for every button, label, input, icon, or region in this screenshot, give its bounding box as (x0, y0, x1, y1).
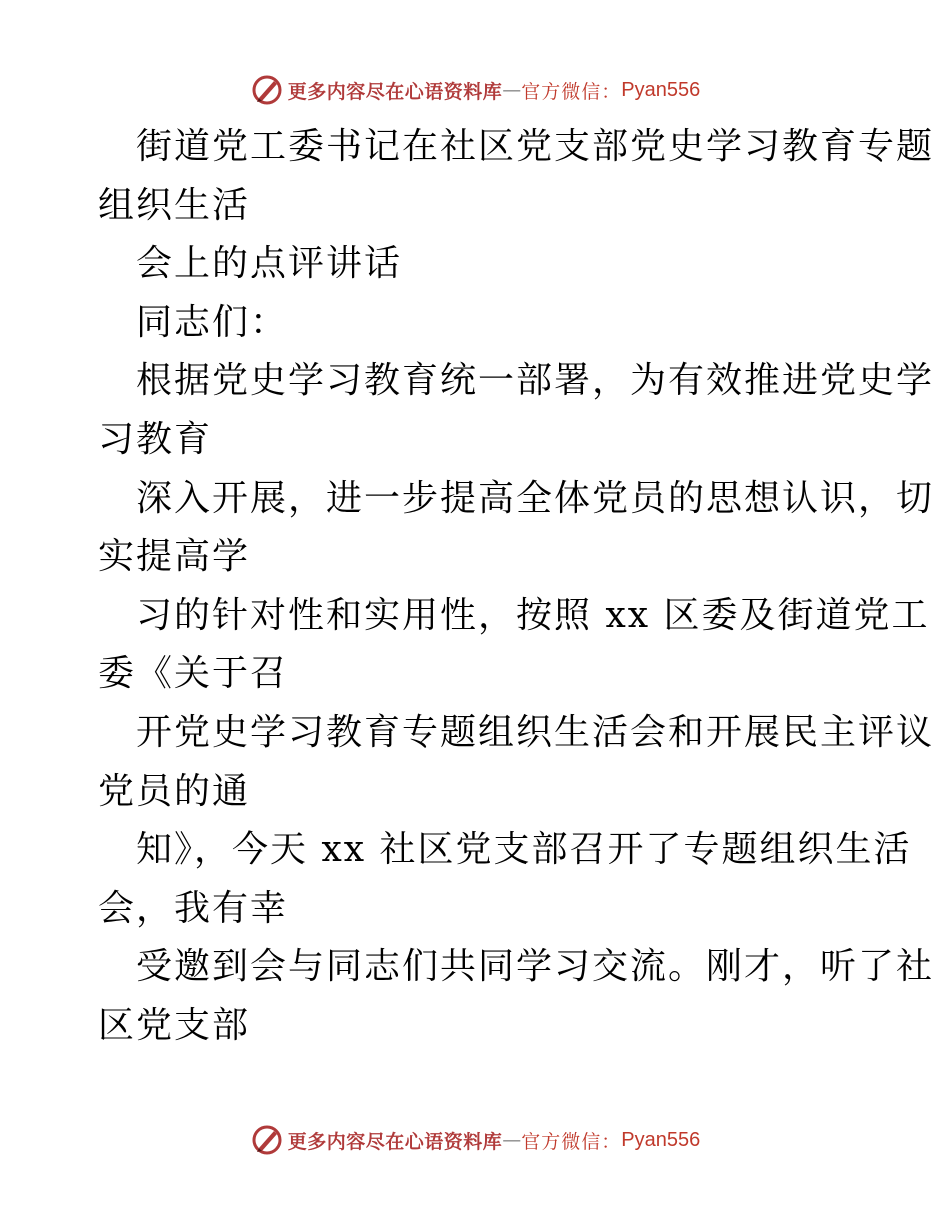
doc-line: 街道党工委书记在社区党支部党史学习教育专题 (136, 126, 935, 167)
doc-line: 会，我有幸 (98, 887, 289, 929)
watermark-wechat-label: 官方微信： (521, 1130, 622, 1153)
watermark-header (0, 70, 950, 110)
watermark-text: 更多内容尽在心语资料库 (287, 80, 503, 103)
pen-logo-icon (250, 73, 284, 107)
watermark-dash: — (502, 1129, 522, 1151)
doc-line: 开党史学习教育专题组织生活会和开展民主评议 (136, 711, 935, 753)
watermark-wechat-id: Pyan556 (621, 1128, 701, 1151)
doc-line: 受邀到会与同志们共同学习交流。刚才，听了社 (136, 946, 935, 988)
doc-line: 委《关于召 (98, 653, 289, 695)
doc-line: 根据党史学习教育统一部署，为有效推进党史学 (136, 360, 935, 402)
doc-line: 同志们： (136, 301, 289, 343)
watermark-footer (0, 1120, 950, 1160)
doc-line: 实提高学 (98, 536, 251, 578)
document-body (98, 118, 935, 1056)
watermark-text: 更多内容尽在心语资料库 (287, 1130, 503, 1153)
doc-line: 区党支部 (98, 1004, 251, 1046)
watermark-wechat-label: 官方微信： (521, 80, 622, 103)
pen-logo-icon (250, 1123, 284, 1157)
doc-line: 会上的点评讲话 (136, 243, 403, 285)
doc-line: 党员的通 (98, 770, 251, 812)
doc-line: 习的针对性和实用性，按照 xx 区委及街道党工 (136, 594, 930, 636)
doc-line: 知》，今天 xx 社区党支部召开了专题组织生活 (136, 829, 912, 871)
watermark-wechat-id: Pyan556 (621, 78, 701, 101)
doc-line: 组织生活 (98, 184, 251, 226)
doc-line: 深入开展，进一步提高全体党员的思想认识，切 (136, 477, 935, 519)
doc-line: 习教育 (98, 418, 213, 460)
watermark-dash: — (502, 79, 522, 101)
